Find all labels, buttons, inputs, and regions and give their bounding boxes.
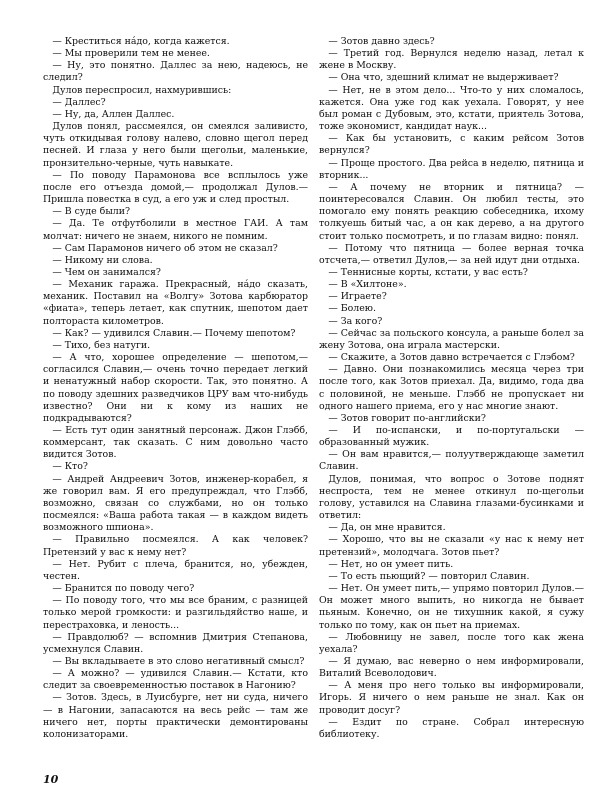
- paragraph: — Давно. Они познакомились месяца через три после того, как Зотов приехал. Да, видимо, года два с половиной, не меньше. Глэбб не пропускает ни одного нашего приема, его у нас многие знают.: [319, 364, 584, 412]
- paragraph: — Болею.: [328, 303, 376, 315]
- paragraph: — Играете?: [328, 291, 387, 303]
- paragraph: — Ну, да, Аллен Даллес.: [52, 108, 175, 120]
- paragraph: — Проще простого. Два рейса в неделю, пятница и вторник...: [319, 157, 584, 181]
- paragraph: — Ну, это понятно. Даллес за нею, надеюсь, не следил?: [43, 60, 308, 84]
- paragraph: — Есть тут один занятный персонаж. Джон Глэбб, коммерсант, так сказать. С ним довольно часто видится Зотов.: [43, 425, 308, 461]
- right-text-column: [319, 36, 584, 741]
- paragraph: — Механик гаража. Прекрасный, на́до сказать, механик. Поставил на «Волгу» Зотова карбюратор «фиата», теперь летает, как спутник, шепотом дает полтораста километров.: [43, 279, 308, 327]
- paragraph: — Я думаю, вас неверно о нем информировали, Виталий Всеволодович.: [319, 655, 584, 680]
- paragraph: Дулов, понимая, что вопрос о Зотове поднят неспроста, тем не менее откинул по-щегольи голову, уставился на Славина глазами-бусинками и ответил:: [319, 473, 584, 522]
- paragraph: — Как бы установить, с каким рейсом Зотов вернулся?: [319, 133, 584, 157]
- paragraph: — Сейчас за польского консула, а раньше болел за жену Зотова, она играла мастерски.: [319, 327, 584, 351]
- paragraph: — Нет. Рубит с плеча, бранится, но, убежден, честен.: [43, 558, 308, 582]
- paragraph: — Нет. Он умеет пить,— упрямо повторил Дулов.— Он может много выпить, но никогда не бывает пьяным. Конечно, он не тихушник какой, я сужу только по тому, как он пьет на приемах.: [319, 583, 584, 631]
- paragraph: — Ездит по стране. Собрал интересную библиотеку.: [319, 716, 584, 740]
- paragraph: — И по-испански, и по-португальски — образованный мужик.: [319, 425, 584, 449]
- paragraph: — В суде были?: [52, 206, 131, 218]
- paragraph: — За кого?: [328, 315, 383, 327]
- paragraph: — Мы проверили тем не менее.: [52, 48, 210, 60]
- paragraph: — Теннисные корты, кстати, у вас есть?: [328, 266, 528, 278]
- paragraph: — Даллес?: [52, 96, 106, 108]
- paragraph: — Любовницу не завел, после того как жена уехала?: [319, 631, 584, 655]
- paragraph: Дулов переспросил, нахмурившись:: [52, 84, 232, 96]
- paragraph: — Чем он занимался?: [52, 266, 161, 278]
- paragraph: — Она что, здешний климат не выдерживает?: [328, 72, 559, 84]
- paragraph: — Бранится по поводу чего?: [52, 583, 195, 595]
- paragraph: — Кто?: [52, 461, 88, 473]
- paragraph: — Никому ни слова.: [52, 254, 153, 266]
- paragraph: — Зотов говорит по-английски?: [328, 412, 486, 424]
- paragraph: — Правдолюб? — вспомнив Дмитрия Степанова, усмехнулся Славин.: [43, 631, 308, 655]
- paragraph: — Как? — удивился Славин.— Почему шепотом?: [52, 327, 296, 339]
- paragraph: — Потому что пятница — более верная точка отсчета,— ответил Дулов,— за ней идут дни отдыха.: [319, 242, 584, 266]
- paragraph: — То есть пьющий? — повторил Славин.: [328, 570, 530, 582]
- paragraph: — Правильно посмеялся. А как человек? Претензий у вас к нему нет?: [43, 534, 308, 558]
- paragraph: — А меня про него только вы информировали, Игорь. Я ничего о нем раньше не знал. Как он проводит досуг?: [319, 680, 584, 716]
- paragraph: — А что, хорошее определение — шепотом,— согласился Славин,— очень точно передает легкий и ненатужный набор скорости. Так, это понятно. А по поводу здешних разведчиков ЦРУ вам что-нибудь известно? Они ни к кому из наших не подкрадываются?: [43, 352, 308, 424]
- paragraph: — А почему не вторник и пятница? — поинтересовался Славин. Он любил тесты, это помогало ему понять реакцию собеседника, ихому толкуешь битый час, а он как дерево, а на другого стоит только посмотреть, и по глазам видно: понял.: [319, 181, 584, 242]
- paragraph: — По поводу Парамонова все всплылось уже после его отъезда домой,— продолжал Дулов.— Пришла повестка в суд, а его уж и след простыл.: [43, 169, 308, 206]
- paragraph: — Нет, но он умеет пить.: [328, 558, 454, 570]
- page-number: 10: [43, 773, 59, 786]
- paragraph: — Хорошо, что вы не сказали «у нас к нему нет претензий», молодчага. Зотов пьет?: [319, 534, 584, 558]
- paragraph: — Зотов. Здесь, в Луисбурге, нет ни суда, ничего — в Нагонии, запасаются на весь рейс — там же ничего нет, порты практически демонтированы колонизаторами.: [43, 692, 308, 740]
- paragraph: — Зотов давно здесь?: [328, 36, 435, 47]
- paragraph: — А можно? — удивился Славин.— Кстати, кто следит за своевременностью поставок в Нагонию?: [43, 668, 308, 692]
- paragraph: — Да, он мне нравится.: [328, 522, 446, 534]
- paragraph: — Тихо, без натуги.: [52, 339, 151, 351]
- paragraph: — Нет, не в этом дело... Что-то у них сломалось, кажется. Она уже год как уехала. Говорят, у нее был роман с Дубовым, это, кстати, приятель Зотова, тоже экономист, кандидат наук...: [319, 84, 584, 133]
- paragraph: — Андрей Андреевич Зотов, инженер-корабел, я же говорил вам. Я его предупреждал, что Глэбб, возможно, связан со службами, но он только посмеялся: «Ваша работа такая — в каждом видеть возможного шпиона».: [43, 473, 308, 534]
- paragraph: — Он вам нравится,— полуутверждающе заметил Славин.: [319, 449, 584, 473]
- paragraph: — В «Хилтоне».: [328, 279, 407, 291]
- left-text-column: [43, 36, 308, 741]
- paragraph: — По поводу того, что мы все браним, с разницей только мерой громкости: и разгильдяйство наше, и перестраховка, и леность...: [43, 595, 308, 631]
- paragraph: — Третий год. Вернулся неделю назад, летал к жене в Москву.: [319, 48, 584, 72]
- paragraph: — Сам Парамонов ничего об этом не сказал?: [52, 242, 278, 254]
- paragraph: — Вы вкладываете в это слово негативный смысл?: [52, 655, 305, 667]
- paragraph: — Да. Те отфутболили в местное ГАИ. А там молчат: ничего не знаем, никого не помним.: [43, 218, 308, 242]
- paragraph: Дулов понял, рассмеялся, он смеялся заливисто, чуть откидывая голову налево, словно щегол перед песней. И глаза у него были щегольи, маленькие, пронзительно-черные, чуть навыкате.: [43, 121, 308, 169]
- paragraph: — Скажите, а Зотов давно встречается с Глэбом?: [328, 352, 575, 364]
- paragraph: — Креститься на́до, когда кажется.: [52, 36, 230, 47]
